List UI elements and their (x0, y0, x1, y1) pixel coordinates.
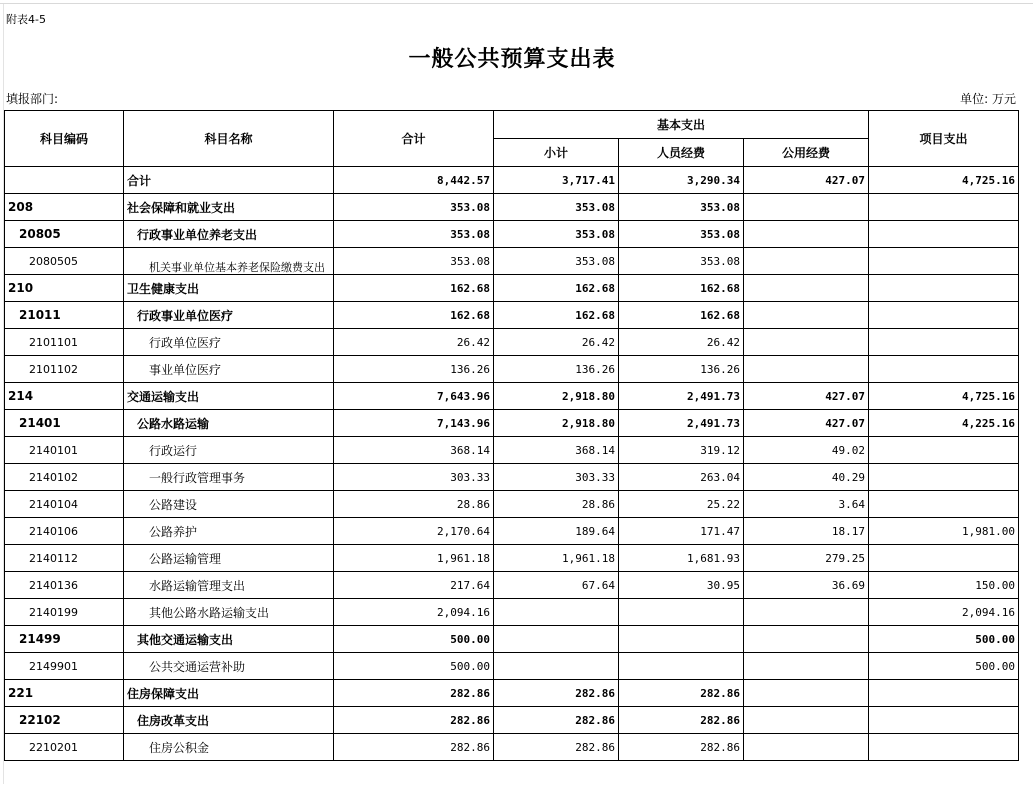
cell-project[interactable] (869, 707, 1019, 734)
cell-name[interactable]: 行政单位医疗 (124, 329, 334, 356)
cell-personnel[interactable]: 162.68 (619, 275, 744, 302)
cell-public[interactable] (744, 653, 869, 680)
table-row (5, 383, 1019, 410)
cell-subtotal[interactable]: 282.86 (494, 707, 619, 734)
cell-total[interactable]: 500.00 (334, 626, 494, 653)
cell-project[interactable] (869, 734, 1019, 761)
cell-total[interactable]: 353.08 (334, 221, 494, 248)
cell-personnel[interactable]: 26.42 (619, 329, 744, 356)
cell-code[interactable]: 2140104 (5, 491, 124, 518)
cell-personnel[interactable]: 282.86 (619, 707, 744, 734)
cell-code[interactable]: 2101101 (5, 329, 124, 356)
cell-personnel[interactable]: 136.26 (619, 356, 744, 383)
cell-personnel[interactable]: 353.08 (619, 194, 744, 221)
header-name[interactable]: 科目名称 (124, 111, 334, 167)
cell-subtotal[interactable]: 26.42 (494, 329, 619, 356)
cell-code[interactable]: 2140199 (5, 599, 124, 626)
cell-name[interactable]: 公路养护 (124, 518, 334, 545)
cell-subtotal[interactable]: 353.08 (494, 221, 619, 248)
cell-total[interactable]: 500.00 (334, 653, 494, 680)
cell-project[interactable]: 1,981.00 (869, 518, 1019, 545)
cell-name[interactable]: 合计 (124, 167, 334, 194)
cell-name[interactable]: 其他公路水路运输支出 (124, 599, 334, 626)
cell-personnel[interactable]: 25.22 (619, 491, 744, 518)
cell-project[interactable]: 4,725.16 (869, 383, 1019, 410)
header-project[interactable]: 项目支出 (869, 111, 1019, 167)
cell-public[interactable] (744, 599, 869, 626)
cell-code[interactable]: 21011 (5, 302, 124, 329)
cell-total[interactable]: 303.33 (334, 464, 494, 491)
cell-code[interactable]: 2210201 (5, 734, 124, 761)
cell-project[interactable] (869, 680, 1019, 707)
cell-personnel[interactable] (619, 653, 744, 680)
cell-code[interactable]: 20805 (5, 221, 124, 248)
cell-personnel[interactable]: 353.08 (619, 248, 744, 275)
cell-subtotal[interactable]: 28.86 (494, 491, 619, 518)
cell-subtotal[interactable]: 3,717.41 (494, 167, 619, 194)
cell-total[interactable]: 162.68 (334, 302, 494, 329)
cell-project[interactable] (869, 194, 1019, 221)
cell-personnel[interactable]: 282.86 (619, 734, 744, 761)
cell-total[interactable]: 353.08 (334, 194, 494, 221)
cell-total[interactable]: 368.14 (334, 437, 494, 464)
cell-total[interactable]: 162.68 (334, 275, 494, 302)
cell-total[interactable]: 353.08 (334, 248, 494, 275)
cell-name[interactable]: 公路运输管理 (124, 545, 334, 572)
cell-subtotal[interactable]: 282.86 (494, 734, 619, 761)
header-basic[interactable]: 基本支出 (494, 111, 869, 139)
cell-project[interactable] (869, 221, 1019, 248)
cell-name[interactable]: 一般行政管理事务 (124, 464, 334, 491)
cell-public[interactable] (744, 194, 869, 221)
cell-personnel[interactable]: 282.86 (619, 680, 744, 707)
cell-subtotal[interactable] (494, 599, 619, 626)
header-total[interactable]: 合计 (334, 111, 494, 167)
cell-total[interactable]: 282.86 (334, 707, 494, 734)
cell-subtotal[interactable] (494, 626, 619, 653)
cell-code[interactable]: 2140106 (5, 518, 124, 545)
table-row (5, 680, 1019, 707)
cell-public[interactable]: 427.07 (744, 383, 869, 410)
cell-total[interactable]: 217.64 (334, 572, 494, 599)
cell-public[interactable]: 279.25 (744, 545, 869, 572)
cell-code[interactable]: 221 (5, 680, 124, 707)
cell-personnel[interactable]: 171.47 (619, 518, 744, 545)
cell-public[interactable]: 36.69 (744, 572, 869, 599)
cell-public[interactable] (744, 275, 869, 302)
cell-name[interactable]: 公路水路运输 (124, 410, 334, 437)
cell-project[interactable] (869, 302, 1019, 329)
cell-project[interactable] (869, 464, 1019, 491)
cell-subtotal[interactable]: 368.14 (494, 437, 619, 464)
cell-code[interactable]: 21499 (5, 626, 124, 653)
cell-public[interactable] (744, 329, 869, 356)
cell-code[interactable]: 2140112 (5, 545, 124, 572)
table-row (5, 437, 1019, 464)
cell-code[interactable]: 2140101 (5, 437, 124, 464)
cell-subtotal[interactable]: 353.08 (494, 248, 619, 275)
cell-code[interactable]: 2149901 (5, 653, 124, 680)
cell-project[interactable]: 500.00 (869, 653, 1019, 680)
cell-project[interactable]: 500.00 (869, 626, 1019, 653)
cell-public[interactable] (744, 302, 869, 329)
header-subtotal[interactable]: 小计 (494, 139, 619, 167)
cell-name[interactable]: 水路运输管理支出 (124, 572, 334, 599)
table-row (5, 464, 1019, 491)
cell-subtotal[interactable]: 2,918.80 (494, 410, 619, 437)
cell-code[interactable]: 21401 (5, 410, 124, 437)
cell-name[interactable]: 交通运输支出 (124, 383, 334, 410)
cell-personnel[interactable]: 2,491.73 (619, 383, 744, 410)
cell-public[interactable] (744, 248, 869, 275)
cell-code[interactable]: 2101102 (5, 356, 124, 383)
table-row (5, 599, 1019, 626)
cell-code[interactable]: 210 (5, 275, 124, 302)
cell-name[interactable]: 公路建设 (124, 491, 334, 518)
table-row (5, 653, 1019, 680)
cell-total[interactable]: 2,094.16 (334, 599, 494, 626)
cell-name[interactable]: 住房公积金 (124, 734, 334, 761)
cell-subtotal[interactable]: 162.68 (494, 275, 619, 302)
cell-code[interactable]: 214 (5, 383, 124, 410)
cell-personnel[interactable] (619, 626, 744, 653)
cell-public[interactable]: 40.29 (744, 464, 869, 491)
cell-name[interactable]: 行政事业单位养老支出 (124, 221, 334, 248)
cell-name[interactable]: 社会保障和就业支出 (124, 194, 334, 221)
cell-total[interactable]: 136.26 (334, 356, 494, 383)
cell-project[interactable] (869, 437, 1019, 464)
cell-public[interactable] (744, 734, 869, 761)
table-row (5, 302, 1019, 329)
table-row (5, 491, 1019, 518)
cell-name[interactable]: 机关事业单位基本养老保险缴费支出 (124, 248, 334, 275)
cell-subtotal[interactable]: 353.08 (494, 194, 619, 221)
cell-name[interactable]: 住房保障支出 (124, 680, 334, 707)
cell-name[interactable]: 其他交通运输支出 (124, 626, 334, 653)
cell-project[interactable] (869, 329, 1019, 356)
cell-public[interactable] (744, 221, 869, 248)
table-row (5, 545, 1019, 572)
table-row (5, 572, 1019, 599)
cell-public[interactable] (744, 707, 869, 734)
table-body (5, 167, 1019, 761)
cell-personnel[interactable] (619, 599, 744, 626)
cell-subtotal[interactable]: 303.33 (494, 464, 619, 491)
cell-project[interactable]: 2,094.16 (869, 599, 1019, 626)
cell-code[interactable]: 22102 (5, 707, 124, 734)
cell-code[interactable] (5, 167, 124, 194)
dept-label: 填报部门: (6, 92, 59, 106)
cell-code[interactable]: 208 (5, 194, 124, 221)
cell-code[interactable]: 2140102 (5, 464, 124, 491)
cell-project[interactable] (869, 356, 1019, 383)
cell-project[interactable]: 4,725.16 (869, 167, 1019, 194)
cell-public[interactable] (744, 356, 869, 383)
table-row (5, 329, 1019, 356)
cell-name[interactable]: 事业单位医疗 (124, 356, 334, 383)
cell-public[interactable] (744, 626, 869, 653)
cell-name[interactable]: 卫生健康支出 (124, 275, 334, 302)
unit-label: 单位: 万元 (960, 92, 1016, 106)
table-row (5, 518, 1019, 545)
table-row (5, 626, 1019, 653)
table-row (5, 221, 1019, 248)
cell-subtotal[interactable]: 189.64 (494, 518, 619, 545)
table-row (5, 248, 1019, 275)
table-row (5, 734, 1019, 761)
cell-project[interactable] (869, 545, 1019, 572)
cell-total[interactable]: 282.86 (334, 680, 494, 707)
cell-public[interactable]: 427.07 (744, 410, 869, 437)
cell-subtotal[interactable]: 1,961.18 (494, 545, 619, 572)
table-row (5, 167, 1019, 194)
table-row (5, 707, 1019, 734)
cell-public[interactable] (744, 680, 869, 707)
cell-public[interactable]: 49.02 (744, 437, 869, 464)
cell-code[interactable]: 2080505 (5, 248, 124, 275)
cell-total[interactable]: 7,143.96 (334, 410, 494, 437)
cell-subtotal[interactable] (494, 653, 619, 680)
page-title: 一般公共预算支出表 (408, 46, 616, 72)
cell-total[interactable]: 7,643.96 (334, 383, 494, 410)
cell-total[interactable]: 26.42 (334, 329, 494, 356)
header-personnel[interactable]: 人员经费 (619, 139, 744, 167)
cell-name[interactable]: 行政运行 (124, 437, 334, 464)
table-row (5, 356, 1019, 383)
table-row (5, 275, 1019, 302)
cell-total[interactable]: 282.86 (334, 734, 494, 761)
cell-subtotal[interactable]: 67.64 (494, 572, 619, 599)
cell-subtotal[interactable]: 282.86 (494, 680, 619, 707)
cell-project[interactable] (869, 275, 1019, 302)
table-row (5, 194, 1019, 221)
cell-personnel[interactable]: 263.04 (619, 464, 744, 491)
cell-subtotal[interactable]: 162.68 (494, 302, 619, 329)
cell-project[interactable] (869, 248, 1019, 275)
cell-subtotal[interactable]: 2,918.80 (494, 383, 619, 410)
cell-total[interactable]: 28.86 (334, 491, 494, 518)
header-code[interactable]: 科目编码 (5, 111, 124, 167)
cell-personnel[interactable]: 1,681.93 (619, 545, 744, 572)
cell-public[interactable]: 427.07 (744, 167, 869, 194)
cell-public[interactable]: 3.64 (744, 491, 869, 518)
cell-personnel[interactable]: 353.08 (619, 221, 744, 248)
cell-personnel[interactable]: 162.68 (619, 302, 744, 329)
cell-subtotal[interactable]: 136.26 (494, 356, 619, 383)
cell-personnel[interactable]: 2,491.73 (619, 410, 744, 437)
cell-name[interactable]: 住房改革支出 (124, 707, 334, 734)
cell-personnel[interactable]: 30.95 (619, 572, 744, 599)
header-public[interactable]: 公用经费 (744, 139, 869, 167)
cell-total[interactable]: 2,170.64 (334, 518, 494, 545)
cell-total[interactable]: 8,442.57 (334, 167, 494, 194)
cell-name[interactable]: 行政事业单位医疗 (124, 302, 334, 329)
cell-name[interactable]: 公共交通运营补助 (124, 653, 334, 680)
budget-table (4, 110, 1019, 761)
cell-code[interactable]: 2140136 (5, 572, 124, 599)
table-row (5, 410, 1019, 437)
cell-public[interactable]: 18.17 (744, 518, 869, 545)
cell-project[interactable]: 150.00 (869, 572, 1019, 599)
cell-personnel[interactable]: 3,290.34 (619, 167, 744, 194)
cell-total[interactable]: 1,961.18 (334, 545, 494, 572)
annex-label: 附表4-5 (6, 13, 46, 26)
cell-project[interactable] (869, 491, 1019, 518)
cell-personnel[interactable]: 319.12 (619, 437, 744, 464)
column-header-strip (0, 0, 1033, 4)
cell-project[interactable]: 4,225.16 (869, 410, 1019, 437)
